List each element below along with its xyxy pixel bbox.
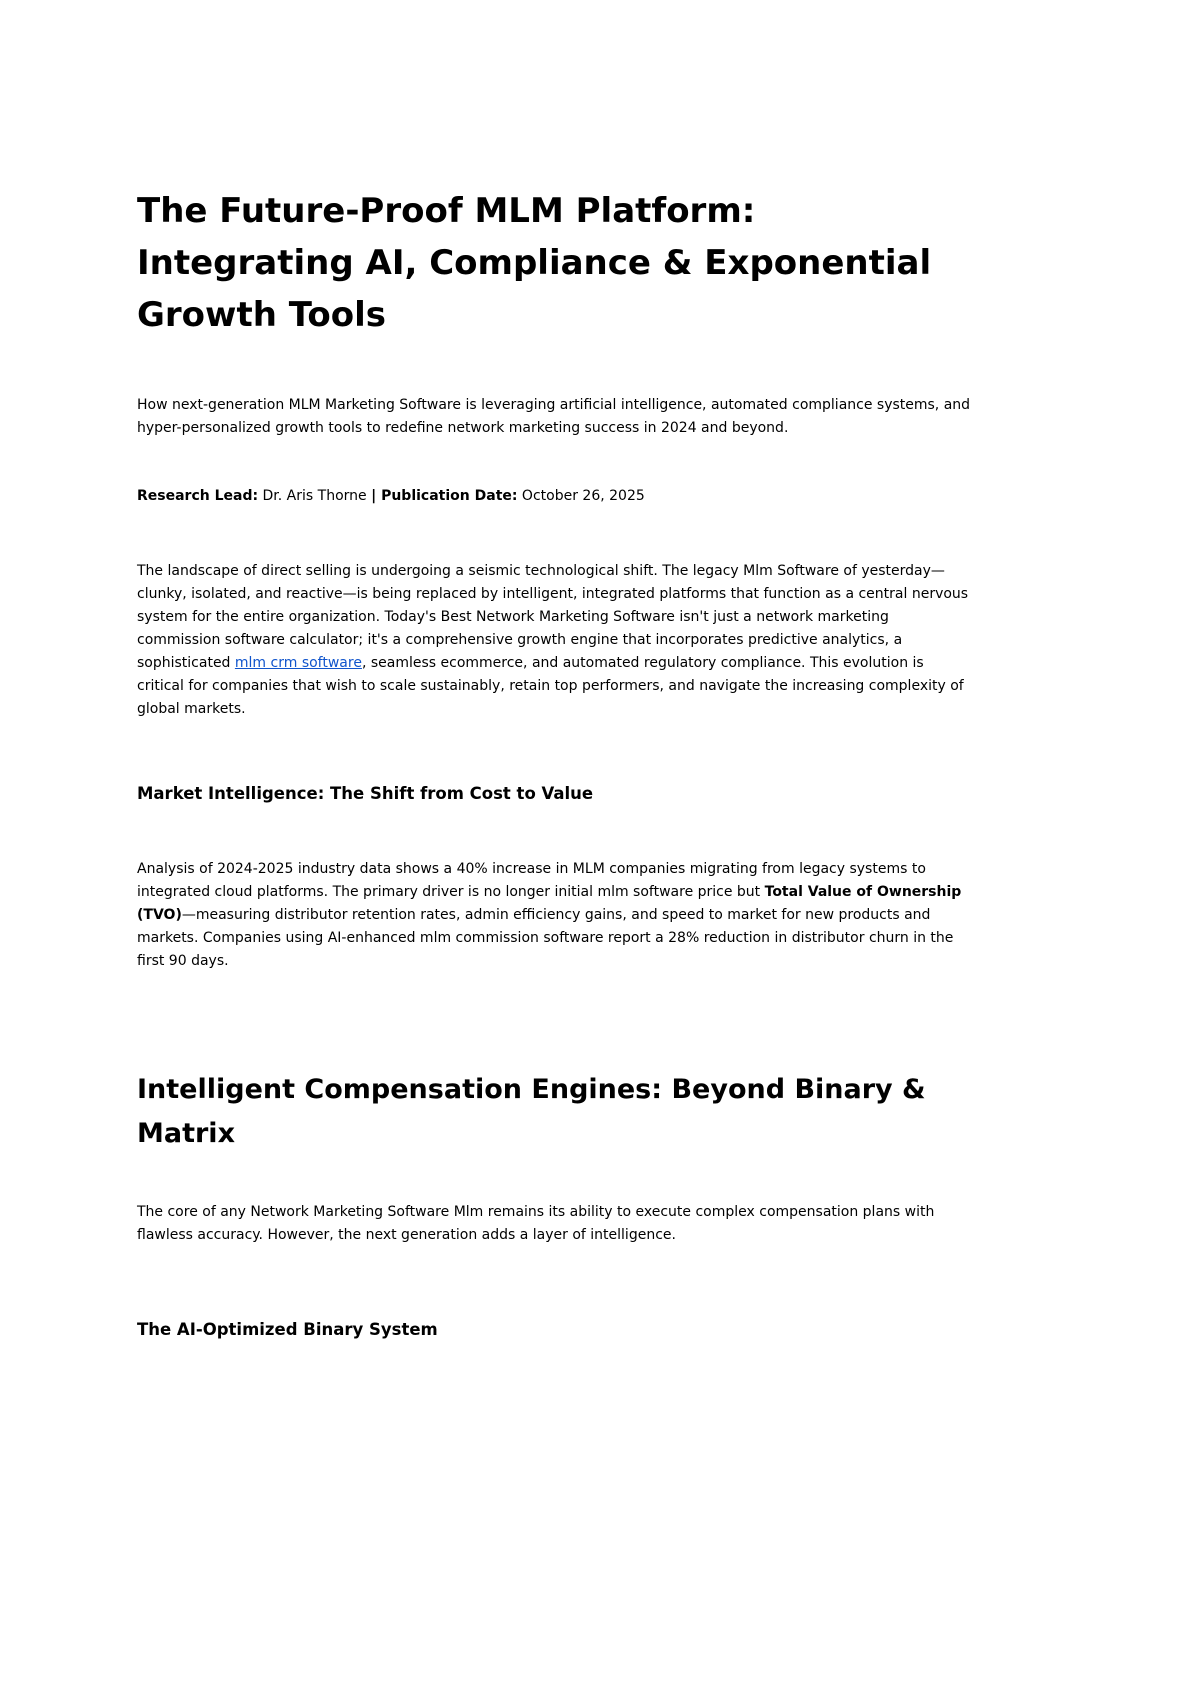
document-subtitle: How next-generation MLM Marketing Software is leveraging artificial intelligence, automated compliance systems, and hyper-personalized growth tools to redefine network marketing success in 2024 and beyond. [137, 397, 971, 436]
section-heading-ai-binary: The AI-Optimized Binary System [137, 1320, 438, 1339]
text-run: Analysis of 2024-2025 industry data shows a 40% increase in MLM companies migrating from legacy systems to integrated cloud platforms. The primary driver is no longer initial mlm software price but [137, 861, 926, 900]
text-run: October 26, 2025 [517, 488, 645, 504]
document-title: The Future-Proof MLM Platform: Integrating AI, Compliance & Exponential Growth Tools [137, 191, 932, 335]
mlm-crm-software-link[interactable]: mlm crm software [234, 655, 362, 671]
text-run: —measuring distributor retention rates, admin efficiency gains, and speed to market for new products and markets. Companies using AI-enhanced mlm commission software report a 28% reduction in distributor churn in the first 90 days. [137, 907, 954, 969]
publication-date-label: | Publication Date: [371, 488, 518, 504]
text-run: Dr. Aris Thorne [258, 488, 372, 504]
section-heading-market-intelligence: Market Intelligence: The Shift from Cost to Value [137, 784, 594, 803]
market-intelligence-paragraph [137, 858, 975, 973]
byline [137, 485, 975, 508]
text-run: The landscape of direct selling is undergoing a seismic technological shift. The legacy Mlm Software of yesterday—clunky, isolated, and reactive—is being replaced by intelligent, integrated platforms that function as a central nervous system for the entire organization. Today's Best Network Marketing Software isn't just a network marketing commission software calculator; it's a comprehensive growth engine that incorporates predictive analytics, a sophisticated [137, 563, 969, 671]
research-lead-label: Research Lead: [137, 488, 259, 504]
section-heading-compensation-engines: Intelligent Compensation Engines: Beyond Binary & Matrix [137, 1074, 926, 1149]
compensation-paragraph: The core of any Network Marketing Software Mlm remains its ability to execute complex compensation plans with flawless accuracy. However, the next generation adds a layer of intelligence. [137, 1204, 935, 1243]
intro-paragraph [137, 560, 975, 721]
text-run: , seamless ecommerce, and automated regulatory compliance. This evolution is critical for companies that wish to scale sustainably, retain top performers, and navigate the increasing complexity of global markets. [137, 655, 964, 717]
tvo-bold-term: Total Value of Ownership (TVO) [137, 884, 962, 923]
